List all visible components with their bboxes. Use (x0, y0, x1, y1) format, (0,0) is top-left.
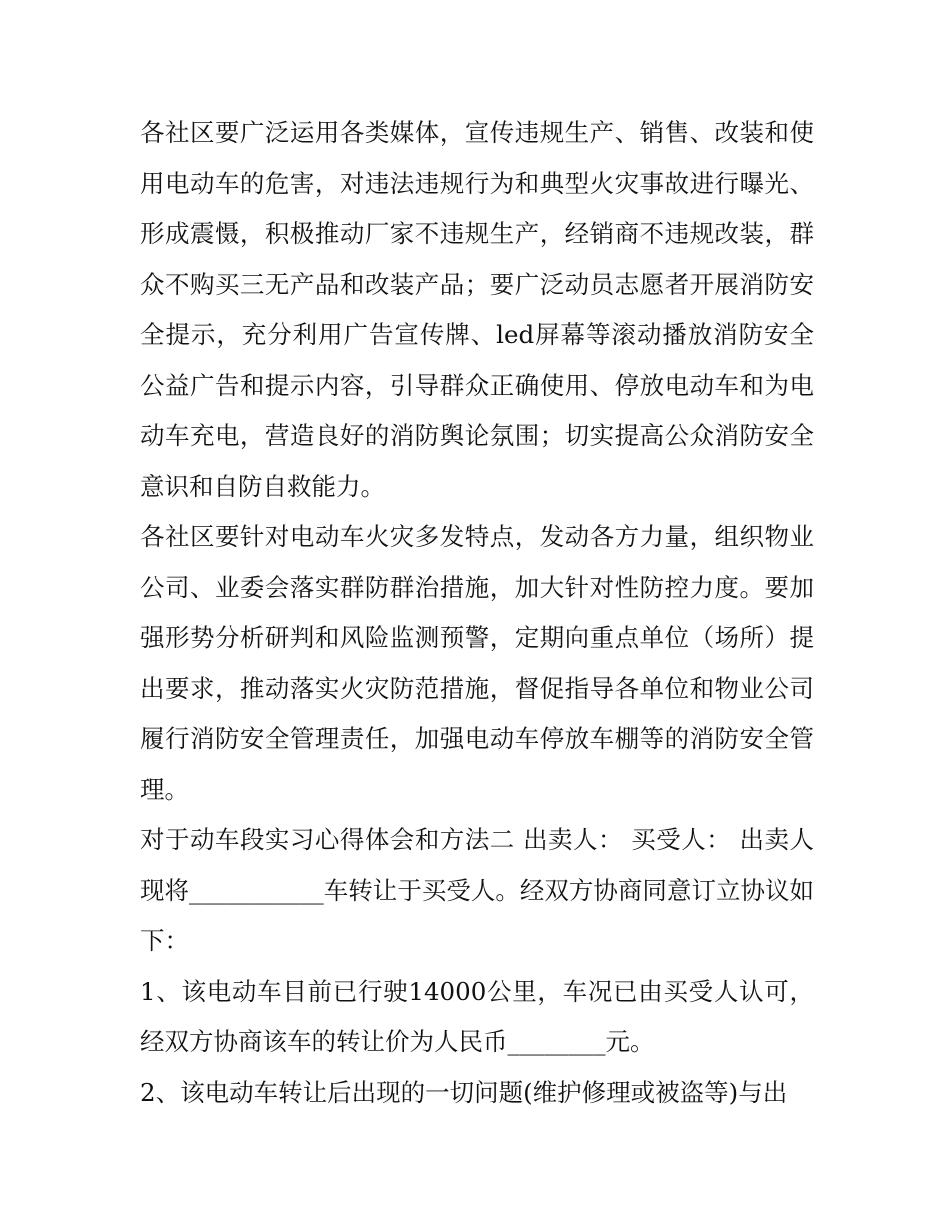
paragraph-community-publicity: 各社区要广泛运用各类媒体，宣传违规生产、销售、改装和使用电动车的危害，对违法违规行为和典型火灾事故进行曝光、形成震慑，积极推动厂家不违规生产，经销商不违规改装，群众不购买三无产品和改装产品；要广泛动员志愿者开展消防安全提示，充分利用广告宣传牌、led屏幕等滚动播放消防安全公益广告和提示内容，引导群众正确使用、停放电动车和为电动车充电，营造良好的消防舆论氛围；切实提高公众消防安全意识和自防自救能力。 (140, 118, 814, 501)
document-body (140, 108, 814, 1118)
paragraph-clause-2: 2、该电动车转让后出现的一切问题(维护修理或被盗等)与出 (140, 1077, 788, 1107)
paragraph-community-prevention: 各社区要针对电动车火灾多发特点，发动各方力量，组织物业公司、业委会落实群防群治措施，加大针对性防控力度。要加强形势分析研判和风险监测预警，定期向重点单位（场所）提出要求，推动落实火灾防范措施，督促指导各单位和物业公司履行消防安全管理责任，加强电动车停放车棚等的消防安全管理。 (140, 522, 814, 804)
paragraph-clause-1: 1、该电动车目前已行驶14000公里，车况已由买受人认可，经双方协商该车的转让价为人民币________元。 (140, 976, 814, 1056)
paragraph-transfer-intro: 对于动车段实习心得体会和方法二 出卖人： 买受人： 出卖人现将___________车转让于买受人。经双方协商同意订立协议如下： (140, 825, 814, 955)
